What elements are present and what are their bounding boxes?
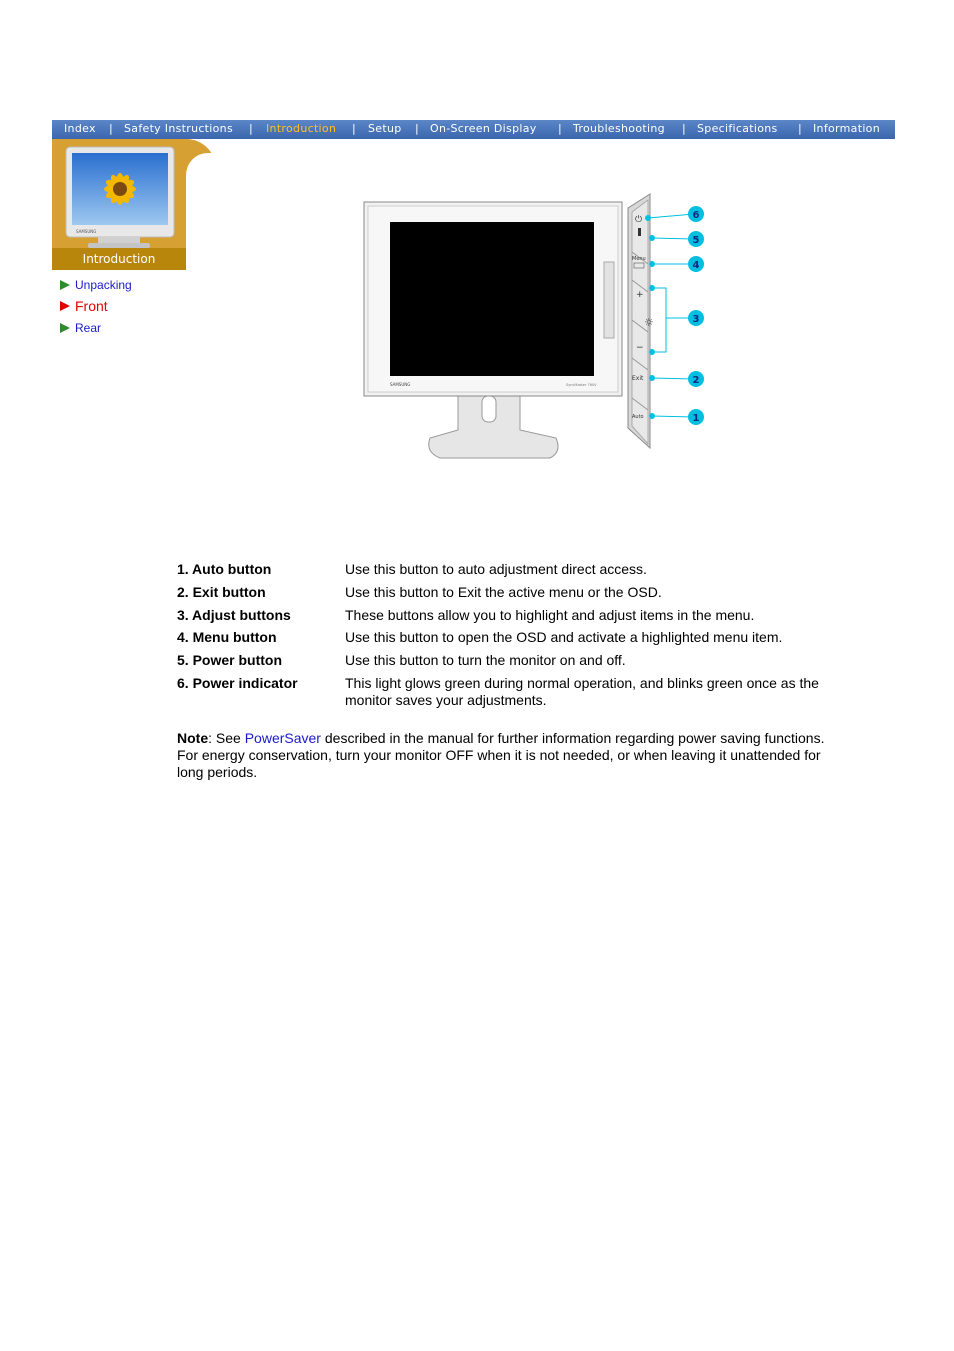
button-name: 2. Exit button [177, 583, 266, 600]
callout-5: 5 [692, 235, 700, 246]
sidebar-section-label: Introduction [52, 248, 186, 270]
nav-item-troubleshooting[interactable]: Troubleshooting [573, 122, 665, 135]
monitor-brand-text: SAMSUNG [390, 382, 411, 387]
table-row [177, 652, 837, 675]
nav-separator: | [558, 122, 562, 135]
exit-button-label: Exit [632, 375, 644, 382]
sidebar-item-label[interactable]: Front [75, 298, 108, 315]
button-description: Use this button to turn the monitor on and off. [345, 652, 626, 669]
minus-button-label: − [636, 343, 644, 353]
brightness-icon: ☼ [644, 316, 654, 329]
nav-item-specifications[interactable]: Specifications [697, 122, 778, 135]
triangle-right-icon [60, 280, 70, 290]
callout-3: 3 [692, 314, 700, 325]
sidebar-monitor-photo [52, 139, 186, 248]
sidebar-tab-corner-inner [186, 153, 216, 213]
power-icon: ⏻ [635, 215, 643, 225]
button-name: 5. Power button [177, 652, 282, 669]
crt-monitor-image [52, 139, 186, 248]
table-row [177, 561, 837, 584]
nav-item-setup[interactable]: Setup [368, 122, 402, 135]
monitor-front-diagram [360, 190, 720, 465]
power-saving-note [177, 730, 837, 781]
note-prefix: : See [208, 730, 245, 746]
powersaver-link[interactable]: PowerSaver [244, 730, 321, 746]
sidebar-item-label[interactable]: Rear [75, 320, 102, 335]
monitor-model-text: SyncMaster 760V [566, 383, 597, 387]
sidebar-item-front[interactable] [60, 296, 132, 318]
table-row [177, 607, 837, 630]
top-navigation-bar [52, 120, 895, 139]
triangle-right-icon [60, 323, 70, 333]
button-name: 6. Power indicator [177, 674, 298, 691]
button-description: This light glows green during normal operation, and blinks green once as the monitor saves your adjustments. [345, 674, 819, 708]
callout-1: 1 [692, 413, 700, 424]
nav-separator: | [798, 122, 802, 135]
table-row [177, 584, 837, 607]
table-row [177, 675, 837, 709]
button-name: 3. Adjust buttons [177, 606, 291, 623]
monitor-front-figure [360, 190, 720, 465]
menu-button-label: Menu [632, 256, 646, 262]
nav-separator: | [109, 122, 113, 135]
nav-item-index[interactable]: Index [64, 122, 96, 135]
button-descriptions-table [177, 561, 837, 709]
photo-brand-text: SAMSUNG [76, 229, 97, 234]
sidebar-item-rear[interactable] [60, 317, 132, 339]
button-description: Use this button to Exit the active menu or the OSD. [345, 583, 662, 600]
button-name: 1. Auto button [177, 561, 272, 577]
nav-separator: | [415, 122, 419, 135]
auto-button-label: Auto [632, 414, 644, 420]
callout-4: 4 [692, 260, 700, 271]
button-name: 4. Menu button [177, 629, 277, 646]
nav-separator: | [249, 122, 253, 135]
triangle-right-icon [60, 301, 70, 311]
button-description: These buttons allow you to highlight and adjust items in the menu. [345, 606, 755, 623]
nav-separator: | [682, 122, 686, 135]
note-text: described in the manual for further information regarding power saving functions. For energy conservation, turn your monitor OFF when it is not needed, or when leaving it unattended for long periods. [177, 730, 825, 780]
plus-button-label: + [636, 290, 644, 300]
callout-6: 6 [692, 210, 700, 221]
nav-item-on-screen-display[interactable]: On-Screen Display [430, 122, 537, 135]
button-description: Use this button to auto adjustment direct access. [345, 561, 647, 577]
sidebar-item-unpacking[interactable] [60, 274, 132, 296]
nav-item-information[interactable]: Information [813, 122, 880, 135]
nav-item-safety-instructions[interactable]: Safety Instructions [124, 122, 233, 135]
nav-separator: | [352, 122, 356, 135]
power-indicator-led [638, 228, 641, 236]
note-label: Note [177, 730, 209, 746]
table-row [177, 629, 837, 652]
button-description: Use this button to open the OSD and activate a highlighted menu item. [345, 629, 783, 646]
sidebar-item-label[interactable]: Unpacking [75, 277, 132, 292]
sidebar-subnav [60, 274, 132, 339]
callout-2: 2 [692, 375, 700, 386]
nav-item-introduction[interactable]: Introduction [266, 122, 337, 135]
